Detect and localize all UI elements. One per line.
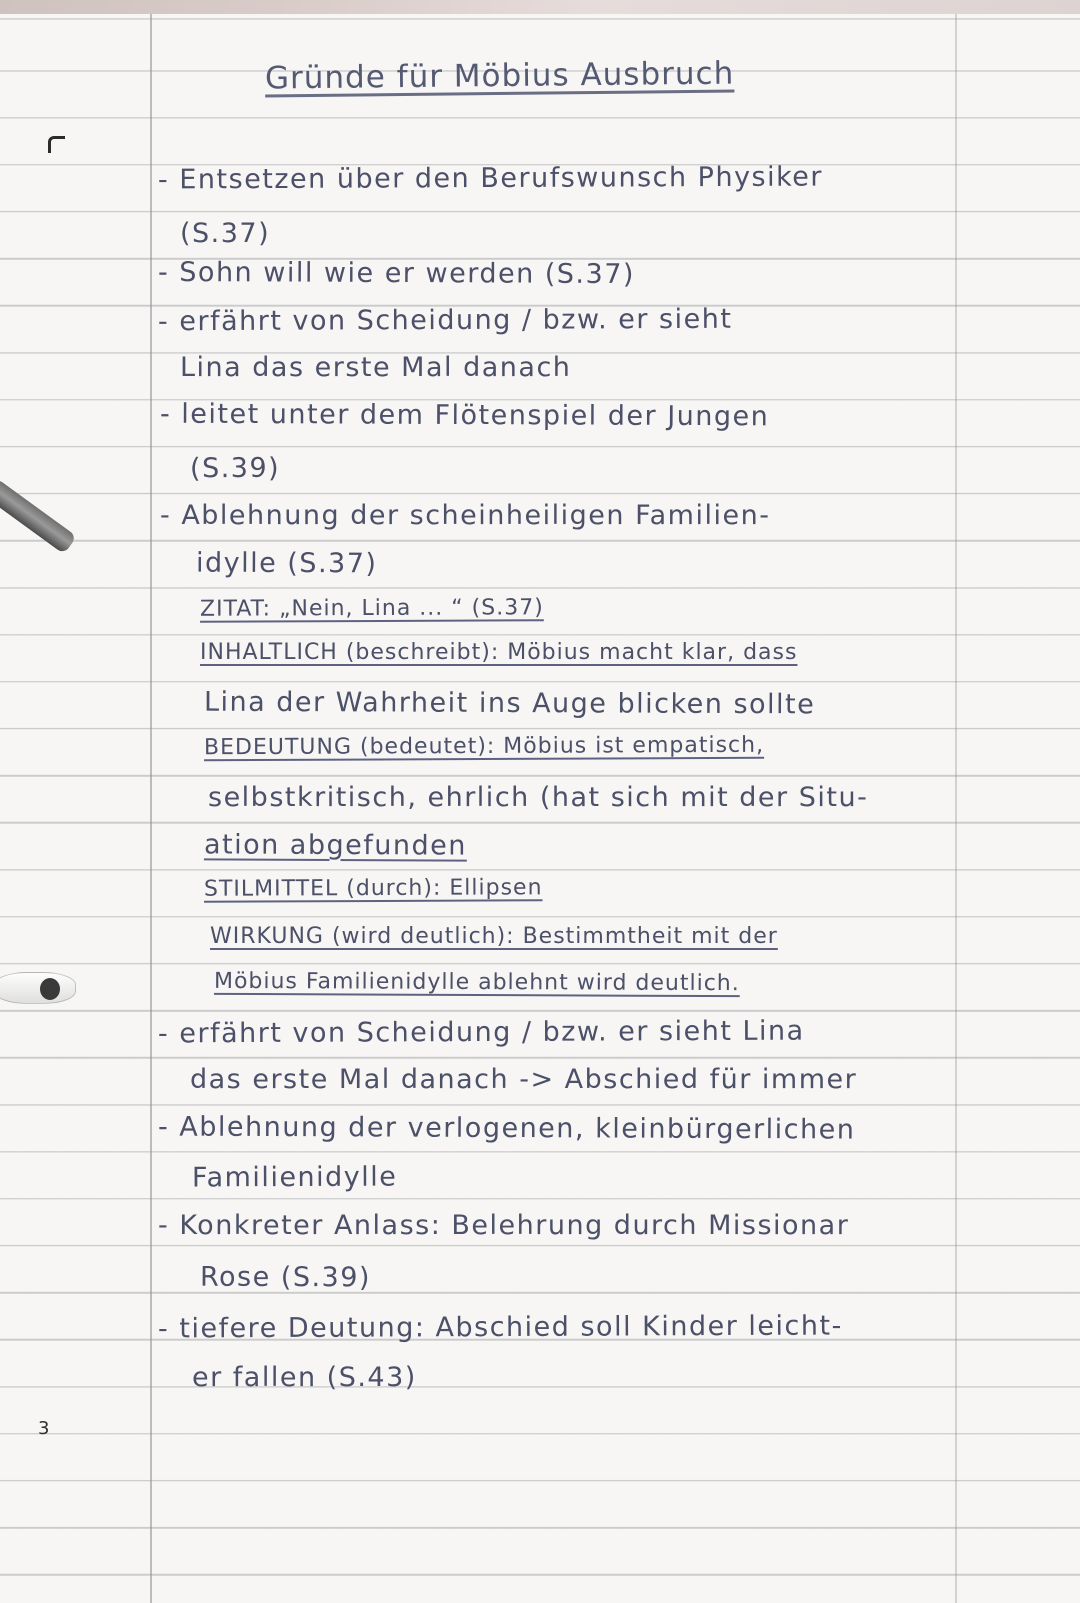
note-line: Rose (S.39)	[199, 1261, 372, 1294]
page-number: 3	[38, 1418, 50, 1439]
note-line: selbstkritisch, ehrlich (hat sich mit der Situ-	[208, 782, 869, 813]
note-line: WIRKUNG (wird deutlich): Bestimmtheit mit der	[210, 924, 778, 949]
note-line: INHALTLICH (beschreibt): Möbius macht klar, dass	[200, 640, 798, 665]
page-title: Gründe für Möbius Ausbruch	[264, 55, 735, 97]
note-line: idylle (S.37)	[195, 547, 378, 580]
note-line: - Konkreter Anlass: Belehrung durch Missionar	[158, 1210, 850, 1241]
note-line: ation abgefunden	[203, 829, 467, 862]
note-line: - Sohn will wie er werden (S.37)	[157, 256, 636, 291]
note-line: er fallen (S.43)	[192, 1362, 417, 1393]
note-line: Familienidylle	[191, 1161, 398, 1194]
note-line: - Entsetzen über den Berufswunsch Physiker	[157, 161, 824, 196]
note-line: STILMITTEL (durch): Ellipsen	[203, 875, 543, 902]
note-line: - Ablehnung der scheinheiligen Familien-	[160, 500, 771, 531]
note-line: - Ablehnung der verlogenen, kleinbürgerlichen	[157, 1111, 856, 1146]
note-line: (S.39)	[189, 452, 281, 485]
note-line: Möbius Familienidylle ablehnt wird deutlich.	[213, 968, 740, 997]
note-line: - erfährt von Scheidung / bzw. er sieht Lina	[157, 1015, 805, 1050]
note-line: - leitet unter dem Flötenspiel der Jungen	[159, 398, 770, 433]
note-line: (S.37)	[180, 218, 271, 249]
note-line: das erste Mal danach -> Abschied für immer	[190, 1064, 858, 1095]
note-line: Lina der Wahrheit ins Auge blicken sollte	[203, 686, 816, 721]
note-line: BEDEUTUNG (bedeutet): Möbius ist empatisch,	[203, 732, 765, 761]
note-line: ZITAT: „Nein, Lina ... “ (S.37)	[199, 595, 544, 622]
note-line: - erfährt von Scheidung / bzw. er sieht	[157, 303, 733, 338]
note-line: - tiefere Deutung: Abschied soll Kinder leicht-	[157, 1310, 843, 1345]
note-line: Lina das erste Mal danach	[180, 352, 572, 383]
